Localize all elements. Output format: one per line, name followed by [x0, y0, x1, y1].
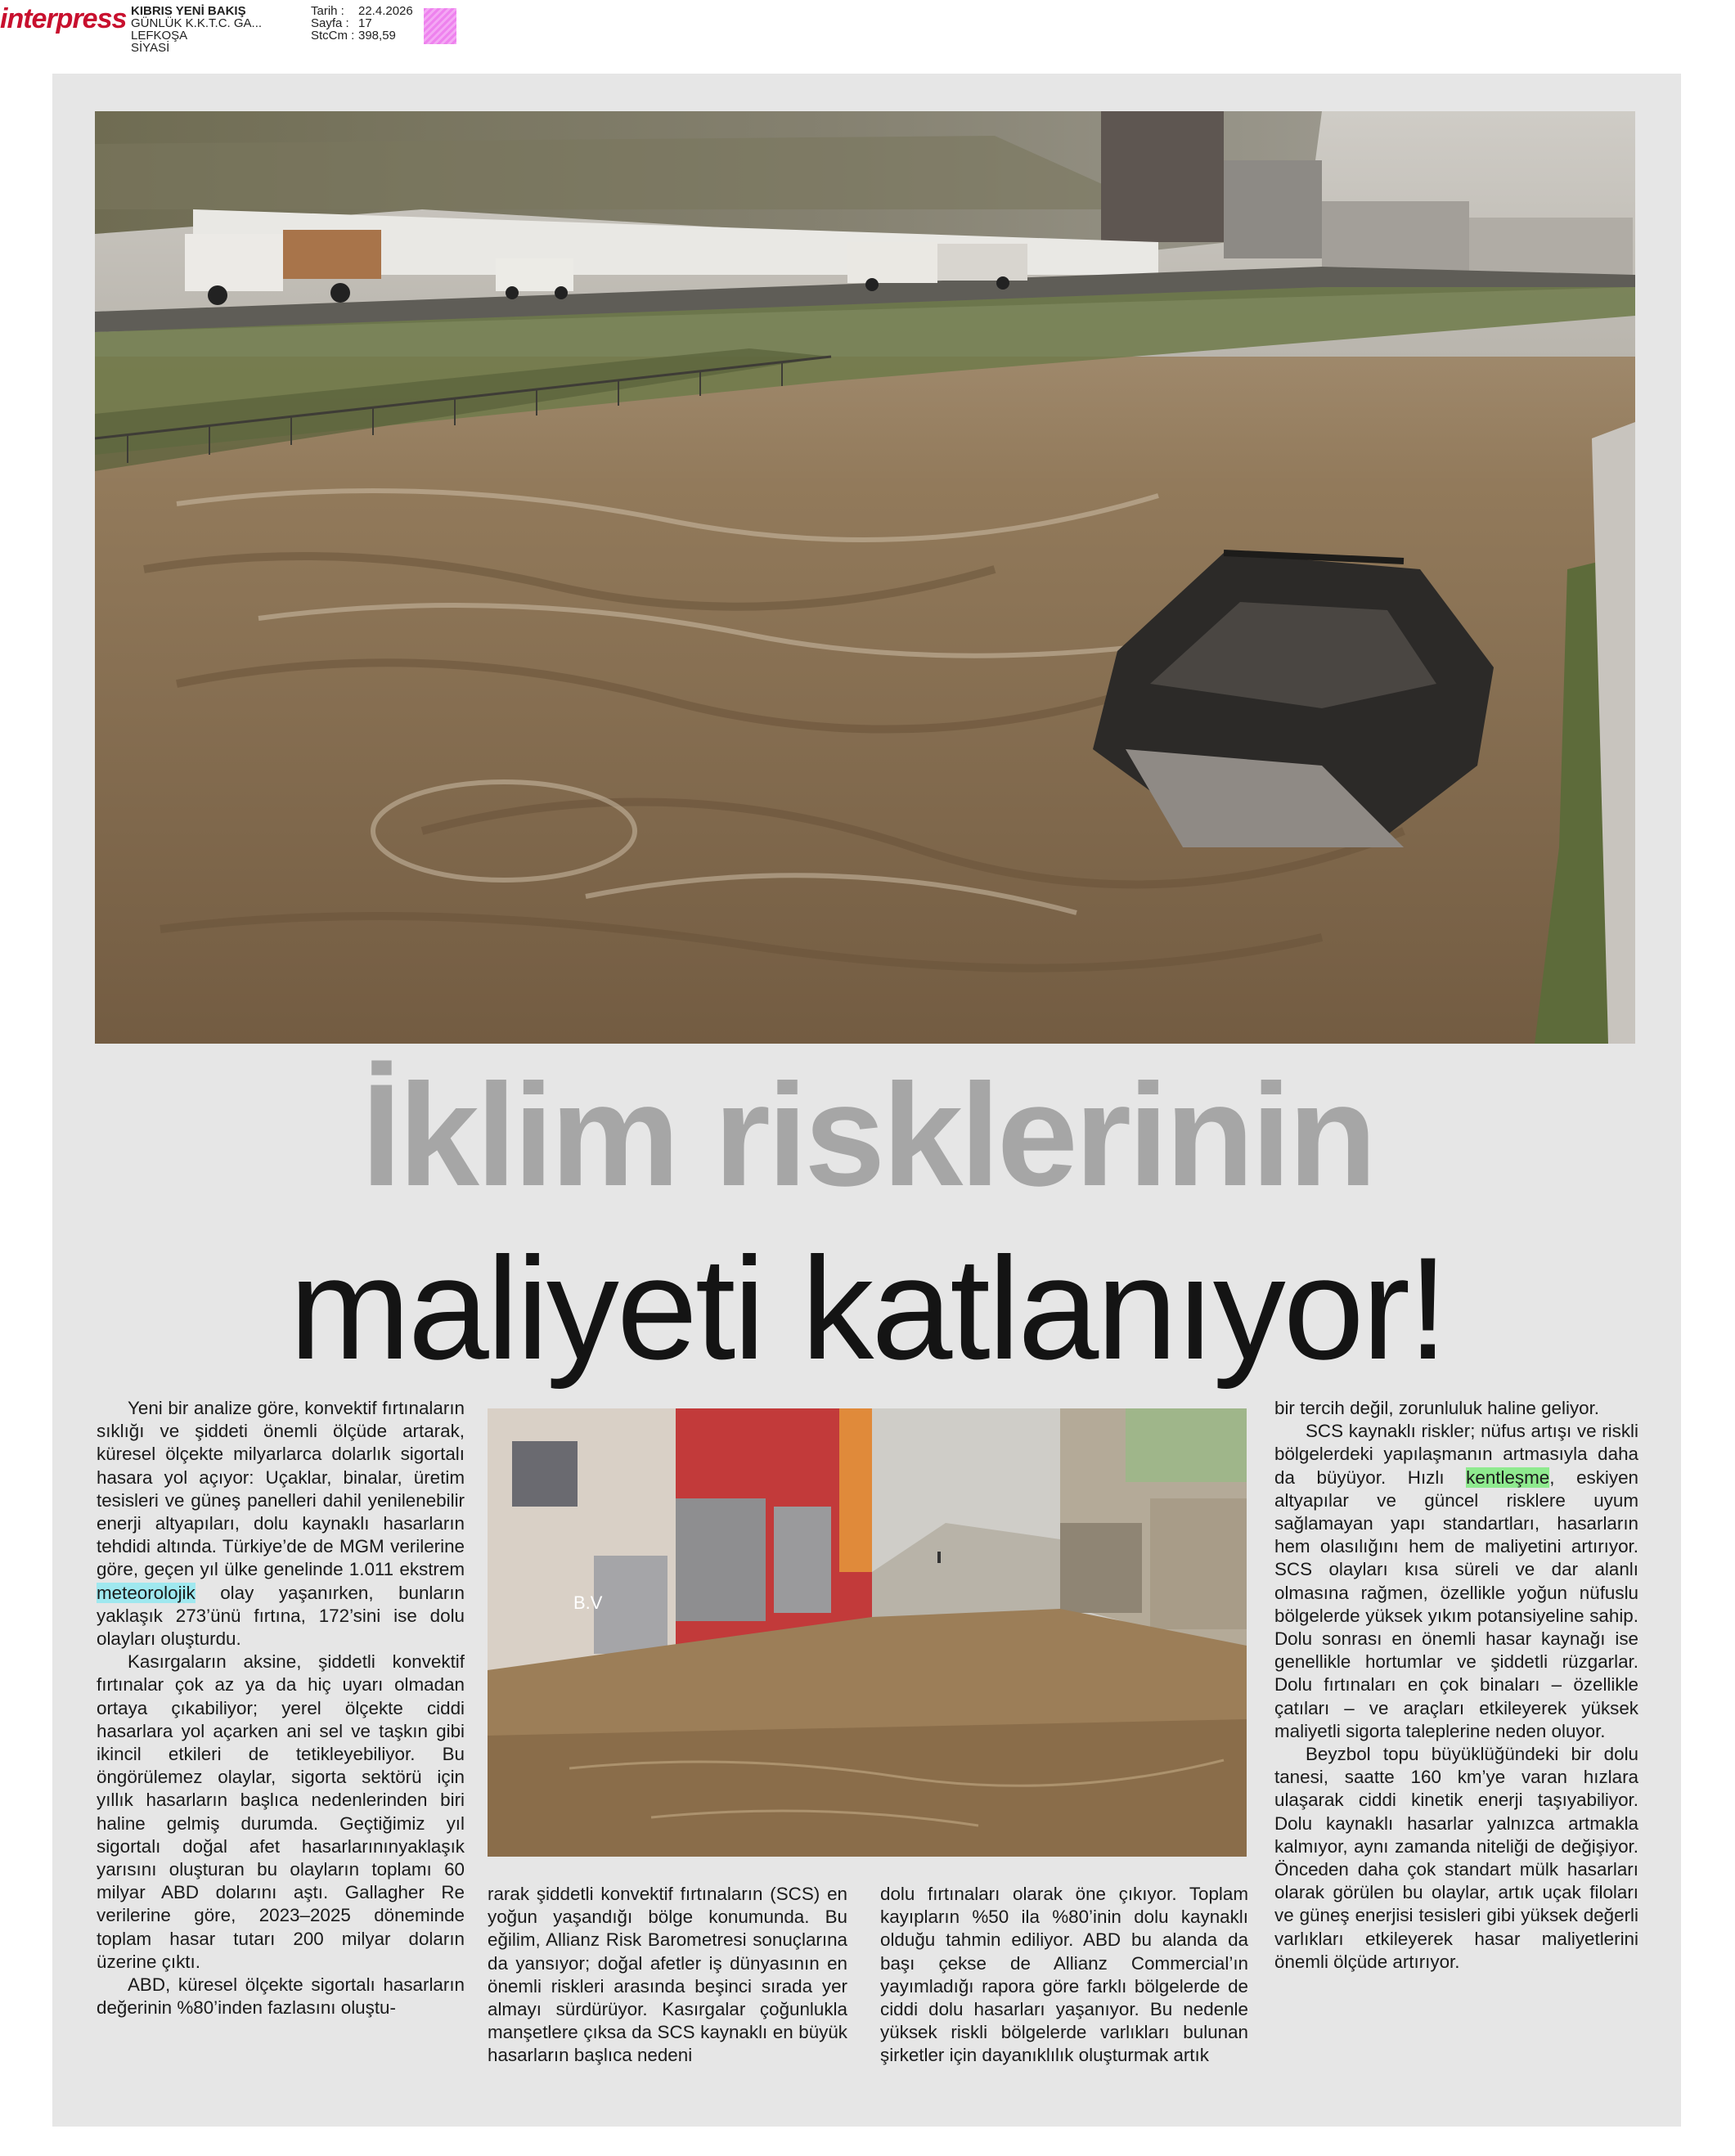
text-run: , eskiyen altyapılar ve güncel risklere uyum sağlamayan yapı standartları, hasarların hem olasılığını hem de maliyetini artırıyor. SCS olayları kısa süreli ve dar alanlı olmasına rağmen, özellikle yoğun nüfuslu bölgelerde yüksek yıkım potansiyeline sahip. Dolu sonrası en önemli hasar kaynağı ise genellikle hortumlar ve şiddetli rüzgarlar. Dolu fırtınaları en çok binaları – özellikle çatıları – ve araçları etkileyerek yüksek maliyetli sigorta taleplerine neden oluyor. [1274, 1467, 1638, 1741]
flood-river-illustration [95, 111, 1635, 1044]
headline-line-1: İklim risklerinin [361, 1053, 1374, 1216]
highlight-meteorolojik: meteorolojik [97, 1582, 196, 1603]
flooded-street-illustration [488, 1408, 1247, 1857]
area-label: StcCm : [311, 29, 355, 43]
publication-type: GÜNLÜK K.K.T.C. GA... [131, 16, 263, 30]
publication-name: KIBRIS YENİ BAKIŞ [131, 4, 246, 18]
color-stamp [424, 8, 456, 44]
interpress-logo: interpress [0, 3, 127, 34]
text-run: SCS kaynaklı riskler; nüfus artışı ve riskli bölgelerdeki yapılaşmanın artmasıyla daha da büyüyor. Hızlı [1274, 1421, 1638, 1488]
article-column-2 [488, 1883, 847, 2068]
article-column-1 [97, 1397, 465, 2019]
paragraph: bir tercih değil, zorunluluk haline geliyor. [1274, 1398, 1600, 1418]
page-label: Sayfa : [311, 16, 349, 30]
flood-river-photo [95, 111, 1635, 1044]
paragraph [97, 1397, 465, 1651]
publication-category: SİYASİ [131, 41, 170, 55]
text-run: olay yaşanırken, bunların yaklaşık 273’ünü fırtına, 172’sini ise dolu olayları oluşturdu. [97, 1582, 465, 1650]
area-value: 398,59 [358, 29, 396, 43]
date-label: Tarih : [311, 4, 344, 18]
paragraph: dolu fırtınaları olarak öne çıkıyor. Toplam kayıpların %50 ila %80’inin dolu kaynaklı olduğu tahmin ediliyor. ABD bu alanda da başı çekse de Allianz Commercial’ın yayımladığı rapora göre farklı bölgelerde de ciddi dolu hasarları yaşanıyor. Bu nedenle yüksek riskli bölgelerde varlıkları bulunan şirketler için dayanıklılık oluşturmak artık [880, 1884, 1248, 2066]
page-value: 17 [358, 16, 372, 30]
publication-city: LEFKOŞA [131, 29, 188, 43]
paragraph: ABD, küresel ölçekte sigortalı hasarların değerinin %80’inden fazlasını oluştu- [97, 1974, 465, 2019]
shop-sign-text: B.V [573, 1592, 603, 1613]
clipping-meta [311, 5, 413, 42]
paragraph: rarak şiddetli konvektif fırtınaların (SCS) en yoğun yaşandığı bölge konumunda. Bu eğilim, Allianz Risk Barometresi sonuçlarına da yansıyor; doğal afetler iş dünyasının en önemli riskleri arasında beşinci sırada yer almayı sürdürüyor. Kasırgalar çoğunlukla manşetlere çıksa da SCS kaynaklı en büyük hasarların başlıca nedeni [488, 1884, 847, 2066]
highlight-kentlesme: kentleşme [1466, 1467, 1550, 1488]
paragraph: Kasırgaların aksine, şiddetli konvektif fırtınalar çok az ya da hiç uyarı olmadan ortaya çıkabiliyor; yerel ölçekte ciddi hasarlara yol açarken ani sel ve taşkın gibi ikincil etkileri de tetikleyebiliyor. Bu öngörülemez olaylar, sigorta sektörü için yıllık hasarların başlıca nedenlerinden biri haline gelmiş durumda. Geçtiğimiz yıl sigortalı doğal afet hasarlarınınyaklaşık yarısını oluşturan bu olayların toplamı 60 milyar ABD dolarını aştı. Gallagher Re verilerine göre, 2023–2025 döneminde toplam hasar tutarı 200 milyar doların üzerine çıktı. [97, 1651, 465, 1972]
date-value: 22.4.2026 [358, 4, 413, 18]
paragraph [1274, 1420, 1638, 1743]
paragraph: Beyzbol topu büyüklüğündeki bir dolu tanesi, saatte 160 km’ye varan hızlara ulaşarak ciddi kinetik enerji taşıyabiliyor. Dolu kaynaklı hasarlar yalnızca artmakla kalmıyor, aynı zamanda niteliği de değişiyor. Önceden daha çok standart mülk hasarları olarak görülen bu olaylar, artık uçak filoları ve güneş enerjisi tesisleri gibi yüksek değerli varlıkları etkileyerek hasar maliyetlerini önemli ölçüde artırıyor. [1274, 1744, 1638, 1972]
text-run: Yeni bir analize göre, konvektif fırtınaların sıklığı ve şiddeti önemli ölçüde artarak, küresel ölçekte milyarlarca dolarlık sigortalı hasara yol açıyor: Uçaklar, binalar, üretim tesisleri ve güneş panelleri dahil yenilenebilir enerji altyapıları, dolu kaynaklı hasarların tehdidi altında. Türkiye’de de MGM verilerine göre, geçen yıl ülke genelinde 1.011 ekstrem [97, 1398, 465, 1580]
article-column-3 [880, 1883, 1248, 2068]
publication-info [131, 5, 262, 54]
flooded-street-photo [488, 1408, 1247, 1857]
article-column-4 [1274, 1397, 1638, 1974]
headline-line-2: maliyeti katlanıyor! [289, 1227, 1446, 1390]
